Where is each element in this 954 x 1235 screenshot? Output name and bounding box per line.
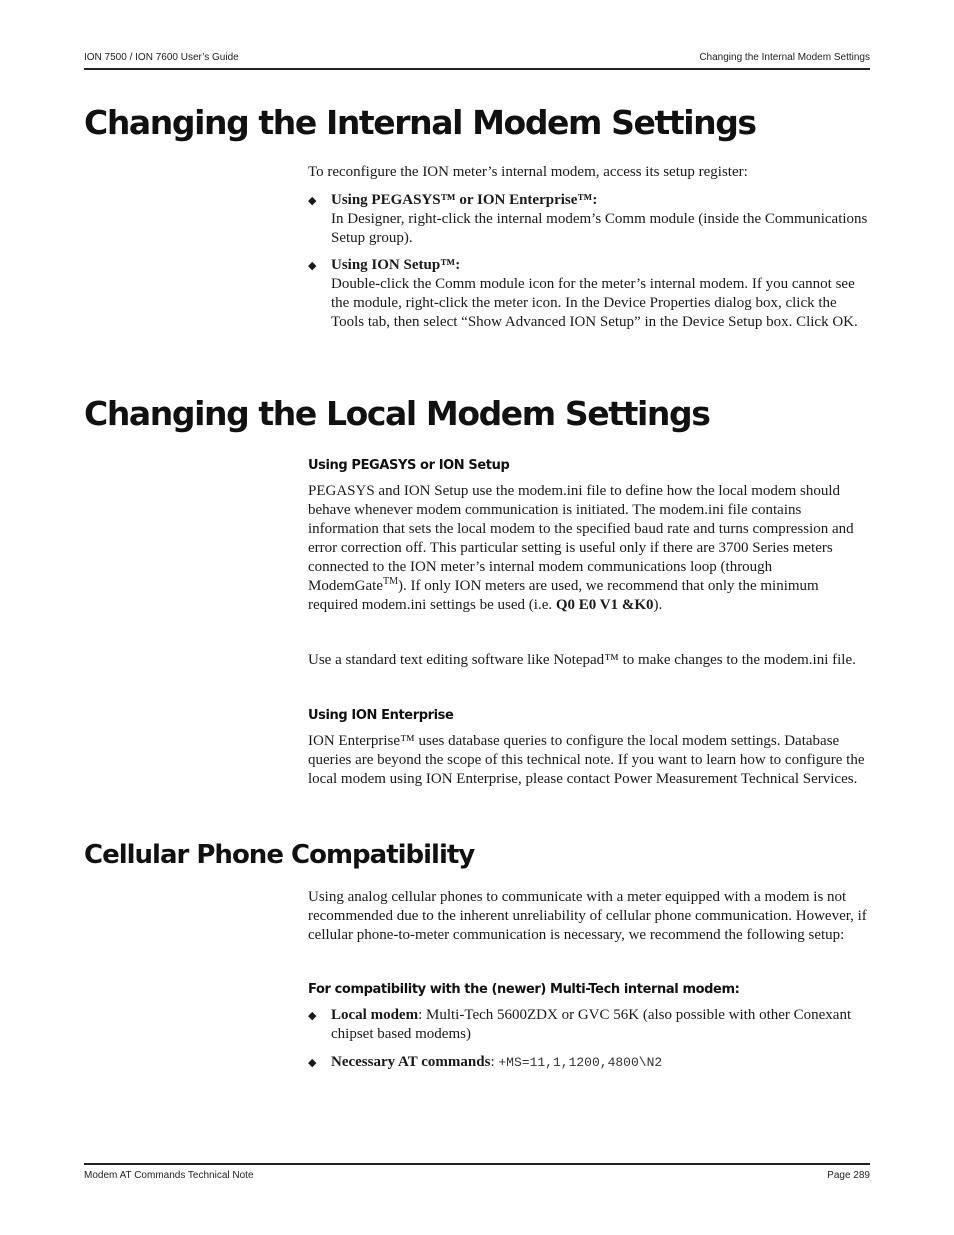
- bullet-text: In Designer, right-click the internal modem’s Comm module (inside the Communications Setup group).: [331, 211, 868, 246]
- ion-enterprise-paragraph: ION Enterprise™ uses database queries to configure the local modem settings. Database queries are beyond the scope of this technical note. If you want to learn how to configure the local modem using ION Enterprise, please contact Power Measurement Technical Services.: [308, 733, 865, 787]
- subheading-multitech: For compatibility with the (newer) Multi-Tech internal modem:: [308, 982, 740, 997]
- at-command-code: +MS=11,1,1200,4800\N2: [498, 1055, 663, 1070]
- pegasys-text: PEGASYS and ION Setup use the modem.ini file to define how the local modem should behave whenever modem communication is initiated. The modem.ini file contains information that sets the local modem to the specified baud rate and turns compression and error correction off. This particular setting is useful only if there are 3700 Series meters connected to the ION meter’s internal modem communications loop (through ModemGate: [308, 483, 854, 594]
- pegasys-text-cont: ). If only ION meters are used, we recommend that only the minimum required modem.ini settings be used (i.e.: [308, 578, 819, 613]
- page-header: [84, 52, 870, 70]
- footer-doc-title: Modem AT Commands Technical Note: [84, 1170, 254, 1181]
- section-title-local-modem: Changing the Local Modem Settings: [84, 394, 710, 433]
- header-section-title: Changing the Internal Modem Settings: [699, 52, 870, 63]
- bullet-label: Local modem: [331, 1007, 419, 1023]
- modem-settings-bold: Q0 E0 V1 &K0: [555, 597, 654, 613]
- bullet-text: :: [490, 1054, 499, 1070]
- list-item: [308, 191, 870, 248]
- list-item: [308, 256, 870, 332]
- cellular-paragraph: Using analog cellular phones to communicate with a meter equipped with a modem is not recommended due to the inherent unreliability of cellular phone communication. However, if cellular phone-to-meter communication is necessary, we recommend the following setup:: [308, 889, 867, 943]
- pegasys-paragraph: [308, 482, 870, 615]
- section-title-internal-modem: Changing the Internal Modem Settings: [84, 103, 756, 142]
- intro-paragraph: To reconfigure the ION meter’s internal modem, access its setup register:: [308, 164, 748, 180]
- diamond-bullet-icon: ◆: [308, 1009, 317, 1022]
- section-title-cellular: Cellular Phone Compatibility: [84, 840, 475, 870]
- diamond-bullet-icon: ◆: [308, 1056, 317, 1069]
- list-item: [308, 1006, 870, 1044]
- bullet-label: Using ION Setup™:: [331, 257, 461, 273]
- diamond-bullet-icon: ◆: [308, 194, 317, 207]
- page-footer: [84, 1163, 870, 1181]
- header-doc-title: ION 7500 / ION 7600 User’s Guide: [84, 52, 239, 63]
- bullet-label: Using PEGASYS™ or ION Enterprise™:: [331, 192, 598, 208]
- notepad-paragraph: Use a standard text editing software like Notepad™ to make changes to the modem.ini file.: [308, 652, 856, 668]
- pegasys-text-end: ).: [653, 597, 663, 613]
- page-number: Page 289: [827, 1170, 870, 1181]
- subheading-pegasys: Using PEGASYS or ION Setup: [308, 458, 510, 473]
- diamond-bullet-icon: ◆: [308, 259, 317, 272]
- bullet-text: Double-click the Comm module icon for the meter’s internal modem. If you cannot see the module, right-click the meter icon. In the Device Properties dialog box, click the Tools tab, then select “Show Advanced ION Setup” in the Device Setup box. Click OK.: [331, 276, 858, 330]
- subheading-ion-enterprise: Using ION Enterprise: [308, 708, 454, 723]
- bullet-text: : Multi-Tech 5600ZDX or GVC 56K (also possible with other Conexant chipset based modems): [331, 1007, 852, 1042]
- trademark-superscript: TM: [382, 576, 398, 587]
- list-item: [308, 1053, 870, 1072]
- bullet-label: Necessary AT commands: [331, 1054, 491, 1070]
